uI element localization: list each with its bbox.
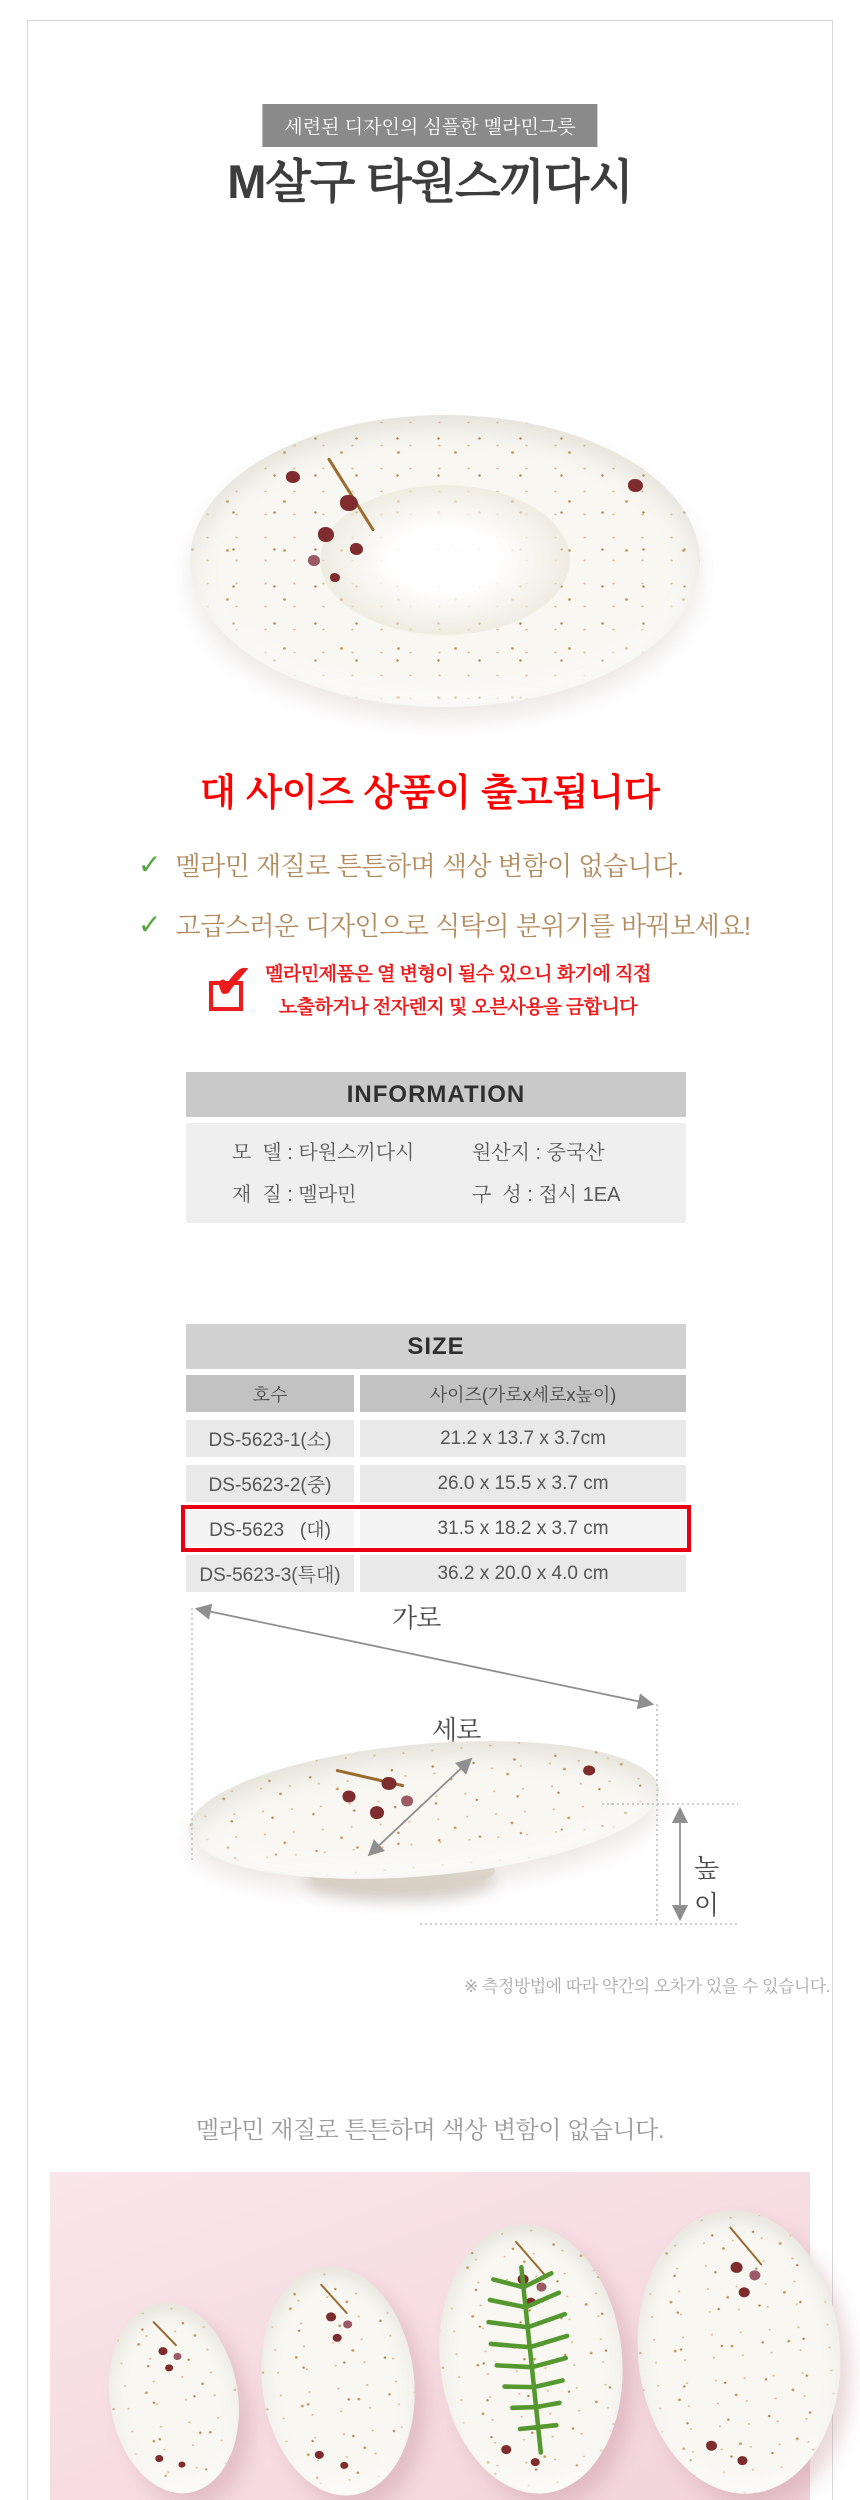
warning-check-mark: ✔: [213, 956, 254, 1009]
column-header-size: 사이즈(가로x세로x높이): [360, 1375, 686, 1412]
table-row: [186, 1465, 686, 1502]
row-code: DS-5623-1(소): [186, 1420, 354, 1457]
berry-decor: [158, 2346, 168, 2355]
row-code: DS-5623-3(특대): [186, 1555, 354, 1592]
berry-decor: [326, 2312, 337, 2322]
warning-text: [265, 958, 651, 1024]
berry-decor: [706, 2440, 718, 2451]
info-model: 모 델 : 타원스끼다시: [232, 1142, 415, 1164]
berry-decor: [165, 2364, 174, 2372]
shipping-notice: 대 사이즈 상품이 출고됩니다: [200, 772, 660, 813]
row-code: DS-5623-2(중): [186, 1465, 354, 1502]
berry-decor: [628, 479, 643, 492]
large-plate-image: [426, 2215, 635, 2500]
bottom-caption: 멜라민 재질로 튼튼하며 색상 변함이 없습니다.: [195, 2117, 664, 2144]
berry-decor: [730, 2261, 743, 2273]
information-header: INFORMATION: [186, 1072, 686, 1117]
table-row: [186, 1420, 686, 1457]
product-title: M살구 타원스끼다시: [227, 155, 633, 208]
berry-decor: [286, 471, 300, 483]
heat-warning: [0, 958, 860, 1024]
size-header: SIZE: [186, 1324, 686, 1369]
dimension-diagram: [120, 1592, 740, 1937]
height-label: 높이: [694, 1853, 719, 1920]
row-size: 21.2 x 13.7 x 3.7cm: [360, 1420, 686, 1457]
berry-decor: [318, 527, 334, 542]
width-label: 가로: [392, 1603, 441, 1633]
branch-decor: [729, 2226, 763, 2266]
information-section: [186, 1072, 686, 1223]
information-body: [186, 1123, 686, 1223]
size-column-headers: [186, 1375, 686, 1412]
small-plate-image: [96, 2293, 252, 2500]
berry-decor: [340, 495, 358, 511]
row-size: 31.5 x 18.2 x 3.7 cm: [360, 1510, 686, 1547]
dimension-arrows: [120, 1592, 740, 1937]
info-composition: 구 성 : 접시 1EA: [472, 1184, 621, 1206]
berry-decor: [314, 2450, 324, 2459]
feature-text: 고급스러운 디자인으로 식탁의 분위기를 바꿔보세요!: [175, 911, 751, 941]
oval-plate-image: [190, 415, 700, 707]
warning-line-2: 노출하거나 전자렌지 및 오븐사용을 금합니다: [278, 997, 638, 1018]
info-material: 재 질 : 멜라민: [232, 1184, 357, 1206]
column-header-code: 호수: [186, 1375, 354, 1412]
berry-decor: [178, 2461, 186, 2468]
product-photo: [190, 415, 700, 707]
warning-line-1: 멜라민제품은 열 변형이 될수 있으니 화기에 직접: [265, 964, 651, 985]
berry-decor: [308, 555, 320, 566]
branch-decor: [320, 2283, 348, 2314]
check-icon: ✓: [138, 849, 162, 880]
berry-decor: [737, 2456, 748, 2466]
row-size: 26.0 x 15.5 x 3.7 cm: [360, 1465, 686, 1502]
berry-decor: [330, 573, 340, 582]
berry-decor: [350, 543, 363, 555]
berry-decor: [173, 2352, 182, 2360]
fern-leaf-decor: [465, 2249, 596, 2469]
berry-decor: [738, 2287, 750, 2298]
tagline-banner: 세련된 디자인의 심플한 멜라민그릇: [262, 104, 597, 147]
row-code: DS-5623 (대): [186, 1510, 354, 1547]
info-origin: 원산지 : 중국산: [472, 1142, 605, 1164]
medium-plate-image: [249, 2258, 428, 2500]
berry-decor: [343, 2320, 353, 2329]
size-section: [186, 1324, 686, 1592]
row-size: 36.2 x 20.0 x 4.0 cm: [360, 1555, 686, 1592]
measurement-note: ※ 측정방법에 따라 약간의 오차가 있을 수 있습니다.: [464, 1977, 830, 1996]
berry-decor: [340, 2461, 349, 2469]
feature-item: [138, 908, 751, 944]
depth-label: 세로: [432, 1715, 481, 1745]
branch-decor: [152, 2321, 177, 2347]
feature-text: 멜라민 재질로 튼튼하며 색상 변함이 없습니다.: [175, 851, 684, 881]
berry-decor: [749, 2270, 761, 2281]
feature-list: [138, 848, 751, 968]
warning-checkbox-icon: [209, 956, 254, 1011]
table-row-highlighted: [186, 1510, 686, 1547]
berry-decor: [155, 2454, 164, 2462]
berry-decor: [332, 2333, 342, 2342]
check-icon: ✓: [138, 909, 162, 940]
table-row: [186, 1555, 686, 1592]
plate-set-photo: [50, 2172, 810, 2500]
feature-item: [138, 848, 751, 884]
